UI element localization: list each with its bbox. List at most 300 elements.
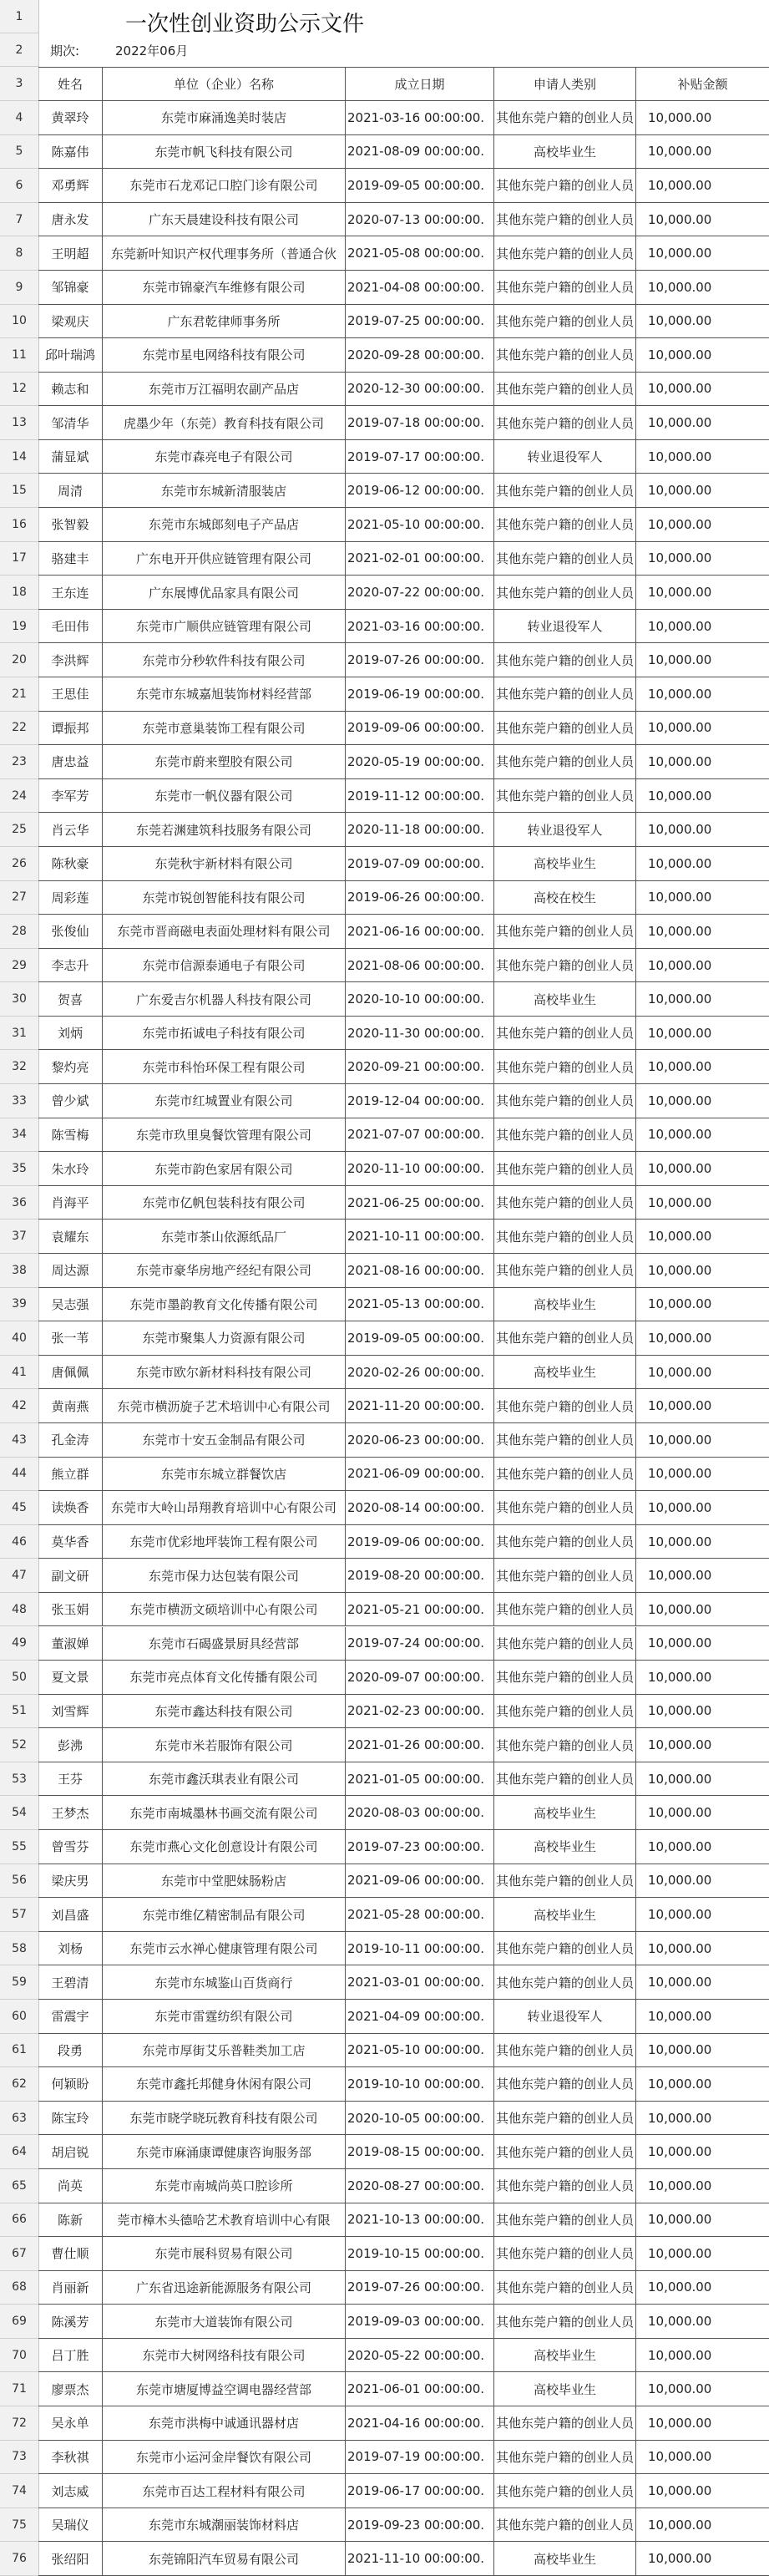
row-number[interactable]: 35 [0, 1152, 38, 1186]
cell-subsidy-amount[interactable]: 10,000.00 [636, 373, 769, 407]
cell-established-date[interactable]: 2021-05-21 00:00:00. [346, 1593, 494, 1627]
cell-applicant-category[interactable]: 高校在校生 [494, 881, 636, 915]
cell-applicant-category[interactable]: 其他东莞户籍的创业人员 [494, 1525, 636, 1559]
cell-established-date[interactable]: 2021-10-11 00:00:00. [346, 1220, 494, 1254]
cell-company[interactable]: 东莞市东城嘉旭装饰材料经营部 [103, 677, 346, 712]
cell-company[interactable]: 广东君乾律师事务所 [103, 305, 346, 339]
row-number[interactable]: 42 [0, 1389, 38, 1423]
cell-established-date[interactable]: 2021-06-01 00:00:00. [346, 2372, 494, 2406]
cell-established-date[interactable]: 2021-06-16 00:00:00. [346, 915, 494, 949]
row-number[interactable]: 73 [0, 2441, 38, 2475]
cell-established-date[interactable]: 2021-06-09 00:00:00. [346, 1458, 494, 1492]
cell-name[interactable]: 陈新 [38, 2203, 103, 2238]
row-number[interactable]: 44 [0, 1458, 38, 1492]
cell-established-date[interactable]: 2021-08-09 00:00:00. [346, 135, 494, 170]
cell-subsidy-amount[interactable]: 10,000.00 [636, 1627, 769, 1661]
cell-company[interactable]: 东莞市大道装饰有限公司 [103, 2305, 346, 2339]
cell-subsidy-amount[interactable]: 10,000.00 [636, 1796, 769, 1830]
cell-subsidy-amount[interactable]: 10,000.00 [636, 2034, 769, 2068]
row-number[interactable]: 26 [0, 847, 38, 881]
cell-established-date[interactable]: 2021-08-06 00:00:00. [346, 949, 494, 983]
cell-subsidy-amount[interactable]: 10,000.00 [636, 881, 769, 915]
cell-established-date[interactable]: 2021-01-26 00:00:00. [346, 1728, 494, 1762]
cell-company[interactable]: 东莞市晋商磁电表面处理材料有限公司 [103, 915, 346, 949]
cell-established-date[interactable]: 2021-06-25 00:00:00. [346, 1186, 494, 1220]
cell-applicant-category[interactable]: 其他东莞户籍的创业人员 [494, 236, 636, 271]
row-number[interactable]: 33 [0, 1084, 38, 1118]
cell-established-date[interactable]: 2020-09-28 00:00:00. [346, 338, 494, 373]
cell-subsidy-amount[interactable]: 10,000.00 [636, 643, 769, 677]
row-number[interactable]: 18 [0, 576, 38, 610]
cell-subsidy-amount[interactable]: 10,000.00 [636, 1593, 769, 1627]
cell-subsidy-amount[interactable]: 10,000.00 [636, 1254, 769, 1288]
cell-applicant-category[interactable]: 其他东莞户籍的创业人员 [494, 101, 636, 135]
cell-subsidy-amount[interactable]: 10,000.00 [636, 1321, 769, 1356]
cell-company[interactable]: 东莞市意巢装饰工程有限公司 [103, 712, 346, 746]
cell-name[interactable]: 肖云华 [38, 813, 103, 847]
cell-company[interactable]: 广东展博优品家具有限公司 [103, 576, 346, 610]
cell-name[interactable]: 吴志强 [38, 1288, 103, 1322]
cell-name[interactable]: 何颖盼 [38, 2067, 103, 2102]
cell-applicant-category[interactable]: 其他东莞户籍的创业人员 [494, 1661, 636, 1695]
cell-subsidy-amount[interactable]: 10,000.00 [636, 2372, 769, 2406]
cell-company[interactable]: 虎墨少年（东莞）教育科技有限公司 [103, 406, 346, 440]
cell-applicant-category[interactable]: 其他东莞户籍的创业人员 [494, 1965, 636, 2000]
cell-applicant-category[interactable]: 其他东莞户籍的创业人员 [494, 915, 636, 949]
cell-name[interactable]: 王明超 [38, 236, 103, 271]
cell-name[interactable]: 李洪辉 [38, 643, 103, 677]
row-number[interactable]: 28 [0, 915, 38, 949]
row-number[interactable]: 15 [0, 474, 38, 508]
cell-name[interactable]: 周达源 [38, 1254, 103, 1288]
row-number[interactable]: 56 [0, 1864, 38, 1899]
cell-name[interactable]: 孔金涛 [38, 1423, 103, 1458]
cell-established-date[interactable]: 2019-07-26 00:00:00. [346, 2271, 494, 2305]
cell-established-date[interactable]: 2019-06-19 00:00:00. [346, 677, 494, 712]
cell-subsidy-amount[interactable]: 10,000.00 [636, 677, 769, 712]
row-number[interactable]: 23 [0, 745, 38, 779]
cell-established-date[interactable]: 2020-09-21 00:00:00. [346, 1050, 494, 1084]
cell-applicant-category[interactable]: 其他东莞户籍的创业人员 [494, 1220, 636, 1254]
cell-applicant-category[interactable]: 其他东莞户籍的创业人员 [494, 1017, 636, 1051]
cell-established-date[interactable]: 2021-05-13 00:00:00. [346, 1288, 494, 1322]
cell-subsidy-amount[interactable]: 10,000.00 [636, 406, 769, 440]
cell-name[interactable]: 毛田伟 [38, 610, 103, 644]
row-number[interactable]: 22 [0, 712, 38, 746]
cell-name[interactable]: 唐忠益 [38, 745, 103, 779]
cell-subsidy-amount[interactable]: 10,000.00 [636, 712, 769, 746]
cell-company[interactable]: 东莞市十安五金制品有限公司 [103, 1423, 346, 1458]
row-number[interactable]: 62 [0, 2067, 38, 2102]
cell-subsidy-amount[interactable]: 10,000.00 [636, 779, 769, 814]
cell-established-date[interactable]: 2020-02-26 00:00:00. [346, 1356, 494, 1390]
cell-subsidy-amount[interactable]: 10,000.00 [636, 474, 769, 508]
cell-subsidy-amount[interactable]: 10,000.00 [636, 2474, 769, 2508]
cell-applicant-category[interactable]: 其他东莞户籍的创业人员 [494, 576, 636, 610]
row-number[interactable]: 59 [0, 1965, 38, 2000]
cell-company[interactable]: 广东省迅途新能源服务有限公司 [103, 2271, 346, 2305]
cell-name[interactable]: 胡启锐 [38, 2135, 103, 2169]
cell-established-date[interactable]: 2019-08-20 00:00:00. [346, 1559, 494, 1593]
cell-company[interactable]: 东莞市东城鉴山百货商行 [103, 1965, 346, 2000]
row-number[interactable]: 72 [0, 2406, 38, 2441]
cell-company[interactable]: 东莞市麻涌康谭健康咨询服务部 [103, 2135, 346, 2169]
cell-applicant-category[interactable]: 高校毕业生 [494, 847, 636, 881]
cell-name[interactable]: 袁耀东 [38, 1220, 103, 1254]
cell-established-date[interactable]: 2021-05-10 00:00:00. [346, 508, 494, 542]
cell-company[interactable]: 东莞市横沥文硕培训中心有限公司 [103, 1593, 346, 1627]
row-number[interactable]: 20 [0, 643, 38, 677]
cell-name[interactable]: 张一苇 [38, 1321, 103, 1356]
row-number[interactable]: 21 [0, 677, 38, 712]
cell-subsidy-amount[interactable]: 10,000.00 [636, 1458, 769, 1492]
row-number[interactable]: 69 [0, 2305, 38, 2339]
cell-name[interactable]: 赖志和 [38, 373, 103, 407]
cell-subsidy-amount[interactable]: 10,000.00 [636, 135, 769, 170]
cell-applicant-category[interactable]: 其他东莞户籍的创业人员 [494, 542, 636, 576]
cell-applicant-category[interactable]: 其他东莞户籍的创业人员 [494, 1695, 636, 1729]
cell-name[interactable]: 邹清华 [38, 406, 103, 440]
cell-name[interactable]: 王芬 [38, 1762, 103, 1797]
cell-established-date[interactable]: 2019-07-23 00:00:00. [346, 1830, 494, 1864]
cell-name[interactable]: 肖海平 [38, 1186, 103, 1220]
cell-company[interactable]: 东莞市石碣盛景厨具经营部 [103, 1627, 346, 1661]
cell-subsidy-amount[interactable]: 10,000.00 [636, 440, 769, 474]
row-number[interactable]: 61 [0, 2034, 38, 2068]
cell-established-date[interactable]: 2019-09-06 00:00:00. [346, 1525, 494, 1559]
cell-name[interactable]: 陈雪梅 [38, 1118, 103, 1153]
row-number[interactable]: 7 [0, 203, 38, 237]
cell-company[interactable]: 广东电开开供应链管理有限公司 [103, 542, 346, 576]
cell-applicant-category[interactable]: 其他东莞户籍的创业人员 [494, 643, 636, 677]
cell-company[interactable]: 东莞市大岭山昂翔教育培训中心有限公司 [103, 1491, 346, 1525]
cell-established-date[interactable]: 2020-06-23 00:00:00. [346, 1423, 494, 1458]
row-number[interactable]: 37 [0, 1220, 38, 1254]
cell-established-date[interactable]: 2019-08-15 00:00:00. [346, 2135, 494, 2169]
cell-applicant-category[interactable]: 其他东莞户籍的创业人员 [494, 2271, 636, 2305]
cell-company[interactable]: 东莞市云水禅心健康管理有限公司 [103, 1932, 346, 1966]
row-number[interactable]: 39 [0, 1288, 38, 1322]
cell-applicant-category[interactable]: 其他东莞户籍的创业人员 [494, 2237, 636, 2271]
row-number[interactable]: 58 [0, 1932, 38, 1966]
row-number[interactable]: 57 [0, 1898, 38, 1932]
cell-name[interactable]: 谭振邦 [38, 712, 103, 746]
cell-subsidy-amount[interactable]: 10,000.00 [636, 813, 769, 847]
cell-established-date[interactable]: 2021-04-08 00:00:00. [346, 271, 494, 305]
cell-company[interactable]: 东莞市信源泰通电子有限公司 [103, 949, 346, 983]
cell-name[interactable]: 陈秋豪 [38, 847, 103, 881]
cell-applicant-category[interactable]: 其他东莞户籍的创业人员 [494, 1559, 636, 1593]
cell-established-date[interactable]: 2020-08-14 00:00:00. [346, 1491, 494, 1525]
cell-company[interactable]: 东莞市豪华房地产经纪有限公司 [103, 1254, 346, 1288]
row-number[interactable]: 6 [0, 169, 38, 203]
cell-name[interactable]: 刘昌盛 [38, 1898, 103, 1932]
cell-name[interactable]: 蒲显斌 [38, 440, 103, 474]
cell-name[interactable]: 彭沸 [38, 1728, 103, 1762]
cell-established-date[interactable]: 2019-06-17 00:00:00. [346, 2474, 494, 2508]
cell-applicant-category[interactable]: 其他东莞户籍的创业人员 [494, 1593, 636, 1627]
cell-established-date[interactable]: 2021-11-20 00:00:00. [346, 1389, 494, 1423]
row-number[interactable]: 38 [0, 1254, 38, 1288]
cell-established-date[interactable]: 2019-09-05 00:00:00. [346, 1321, 494, 1356]
cell-company[interactable]: 东莞市韵色家居有限公司 [103, 1152, 346, 1186]
cell-established-date[interactable]: 2019-12-04 00:00:00. [346, 1084, 494, 1118]
cell-applicant-category[interactable]: 高校毕业生 [494, 982, 636, 1017]
cell-established-date[interactable]: 2021-08-16 00:00:00. [346, 1254, 494, 1288]
cell-name[interactable]: 曾雪芬 [38, 1830, 103, 1864]
cell-subsidy-amount[interactable]: 10,000.00 [636, 2135, 769, 2169]
cell-established-date[interactable]: 2019-07-17 00:00:00. [346, 440, 494, 474]
cell-company[interactable]: 东莞市鑫托邦健身休闲有限公司 [103, 2067, 346, 2102]
cell-name[interactable]: 王东连 [38, 576, 103, 610]
cell-subsidy-amount[interactable]: 10,000.00 [636, 2441, 769, 2475]
row-number[interactable]: 45 [0, 1491, 38, 1525]
row-number[interactable]: 24 [0, 779, 38, 814]
cell-name[interactable]: 李志升 [38, 949, 103, 983]
cell-company[interactable]: 东莞市南城墨林书画交流有限公司 [103, 1796, 346, 1830]
row-number[interactable]: 67 [0, 2237, 38, 2271]
cell-established-date[interactable]: 2021-07-07 00:00:00. [346, 1118, 494, 1153]
cell-subsidy-amount[interactable]: 10,000.00 [636, 2000, 769, 2034]
cell-applicant-category[interactable]: 高校毕业生 [494, 135, 636, 170]
cell-applicant-category[interactable]: 其他东莞户籍的创业人员 [494, 2305, 636, 2339]
cell-subsidy-amount[interactable]: 10,000.00 [636, 982, 769, 1017]
cell-company[interactable]: 东莞市南城尚英口腔诊所 [103, 2169, 346, 2203]
cell-company[interactable]: 广东爱吉尔机器人科技有限公司 [103, 982, 346, 1017]
cell-applicant-category[interactable]: 转业退役军人 [494, 440, 636, 474]
cell-applicant-category[interactable]: 其他东莞户籍的创业人员 [494, 305, 636, 339]
cell-subsidy-amount[interactable]: 10,000.00 [636, 1288, 769, 1322]
cell-company[interactable]: 东莞市洪梅中诚通讯器材店 [103, 2406, 346, 2441]
cell-established-date[interactable]: 2021-03-01 00:00:00. [346, 1965, 494, 2000]
row-number[interactable]: 19 [0, 610, 38, 644]
cell-applicant-category[interactable]: 其他东莞户籍的创业人员 [494, 1118, 636, 1153]
cell-subsidy-amount[interactable]: 10,000.00 [636, 1491, 769, 1525]
cell-subsidy-amount[interactable]: 10,000.00 [636, 2305, 769, 2339]
cell-name[interactable]: 陈溪芳 [38, 2305, 103, 2339]
cell-applicant-category[interactable]: 其他东莞户籍的创业人员 [494, 1423, 636, 1458]
cell-name[interactable]: 黎灼亮 [38, 1050, 103, 1084]
cell-established-date[interactable]: 2019-06-26 00:00:00. [346, 881, 494, 915]
cell-applicant-category[interactable]: 其他东莞户籍的创业人员 [494, 779, 636, 814]
cell-subsidy-amount[interactable]: 10,000.00 [636, 1695, 769, 1729]
cell-applicant-category[interactable]: 高校毕业生 [494, 2372, 636, 2406]
cell-subsidy-amount[interactable]: 10,000.00 [636, 2339, 769, 2373]
row-number[interactable]: 16 [0, 508, 38, 542]
row-number[interactable]: 51 [0, 1695, 38, 1729]
cell-established-date[interactable]: 2020-07-22 00:00:00. [346, 576, 494, 610]
row-number[interactable]: 66 [0, 2203, 38, 2238]
cell-company[interactable]: 东莞市欧尔新材料科技有限公司 [103, 1356, 346, 1390]
cell-established-date[interactable]: 2019-07-26 00:00:00. [346, 643, 494, 677]
cell-subsidy-amount[interactable]: 10,000.00 [636, 1728, 769, 1762]
cell-name[interactable]: 熊立群 [38, 1458, 103, 1492]
row-number[interactable]: 8 [0, 236, 38, 271]
cell-company[interactable]: 东莞市中堂肥妹肠粉店 [103, 1864, 346, 1899]
cell-subsidy-amount[interactable]: 10,000.00 [636, 2508, 769, 2543]
cell-name[interactable]: 副文研 [38, 1559, 103, 1593]
cell-established-date[interactable]: 2019-06-12 00:00:00. [346, 474, 494, 508]
cell-company[interactable]: 东莞市石龙邓记口腔门诊有限公司 [103, 169, 346, 203]
row-number[interactable]: 4 [0, 101, 38, 135]
cell-established-date[interactable]: 2020-12-30 00:00:00. [346, 373, 494, 407]
cell-subsidy-amount[interactable]: 10,000.00 [636, 2406, 769, 2441]
cell-applicant-category[interactable]: 其他东莞户籍的创业人员 [494, 1932, 636, 1966]
cell-name[interactable]: 周清 [38, 474, 103, 508]
cell-applicant-category[interactable]: 高校毕业生 [494, 1356, 636, 1390]
cell-subsidy-amount[interactable]: 10,000.00 [636, 576, 769, 610]
cell-name[interactable]: 李秋祺 [38, 2441, 103, 2475]
cell-established-date[interactable]: 2019-10-11 00:00:00. [346, 1932, 494, 1966]
cell-applicant-category[interactable]: 转业退役军人 [494, 813, 636, 847]
cell-established-date[interactable]: 2021-05-10 00:00:00. [346, 2034, 494, 2068]
cell-applicant-category[interactable]: 转业退役军人 [494, 610, 636, 644]
cell-company[interactable]: 东莞市茶山依源纸品厂 [103, 1220, 346, 1254]
cell-company[interactable]: 东莞市东城新清服装店 [103, 474, 346, 508]
cell-name[interactable]: 肖丽新 [38, 2271, 103, 2305]
cell-established-date[interactable]: 2019-09-06 00:00:00. [346, 712, 494, 746]
cell-company[interactable]: 东莞市锦豪汽车维修有限公司 [103, 271, 346, 305]
cell-established-date[interactable]: 2021-03-16 00:00:00. [346, 610, 494, 644]
cell-applicant-category[interactable]: 其他东莞户籍的创业人员 [494, 2034, 636, 2068]
cell-name[interactable]: 贺喜 [38, 982, 103, 1017]
cell-established-date[interactable]: 2019-07-24 00:00:00. [346, 1627, 494, 1661]
cell-company[interactable]: 东莞市东城立群餐饮店 [103, 1458, 346, 1492]
cell-applicant-category[interactable]: 其他东莞户籍的创业人员 [494, 2135, 636, 2169]
cell-established-date[interactable]: 2020-07-13 00:00:00. [346, 203, 494, 237]
cell-established-date[interactable]: 2019-11-12 00:00:00. [346, 779, 494, 814]
row-number[interactable]: 31 [0, 1017, 38, 1051]
cell-established-date[interactable]: 2021-04-09 00:00:00. [346, 2000, 494, 2034]
cell-subsidy-amount[interactable]: 10,000.00 [636, 1559, 769, 1593]
cell-applicant-category[interactable]: 其他东莞户籍的创业人员 [494, 2508, 636, 2543]
cell-company[interactable]: 东莞市红城置业有限公司 [103, 1084, 346, 1118]
row-number[interactable]: 1 [0, 0, 38, 33]
cell-established-date[interactable]: 2021-05-28 00:00:00. [346, 1898, 494, 1932]
cell-applicant-category[interactable]: 其他东莞户籍的创业人员 [494, 2067, 636, 2102]
cell-subsidy-amount[interactable]: 10,000.00 [636, 1050, 769, 1084]
cell-applicant-category[interactable]: 高校毕业生 [494, 1288, 636, 1322]
cell-applicant-category[interactable]: 其他东莞户籍的创业人员 [494, 1491, 636, 1525]
cell-company[interactable]: 东莞市东城潮丽装饰材料店 [103, 2508, 346, 2543]
cell-established-date[interactable]: 2019-09-23 00:00:00. [346, 2508, 494, 2543]
cell-established-date[interactable]: 2019-10-10 00:00:00. [346, 2067, 494, 2102]
cell-company[interactable]: 东莞市横沥旋子艺术培训中心有限公司 [103, 1389, 346, 1423]
cell-name[interactable]: 梁观庆 [38, 305, 103, 339]
cell-applicant-category[interactable]: 其他东莞户籍的创业人员 [494, 1864, 636, 1899]
cell-subsidy-amount[interactable]: 10,000.00 [636, 1389, 769, 1423]
cell-company[interactable]: 东莞市森亮电子有限公司 [103, 440, 346, 474]
cell-name[interactable]: 邹锦豪 [38, 271, 103, 305]
cell-established-date[interactable]: 2021-10-13 00:00:00. [346, 2203, 494, 2238]
cell-established-date[interactable]: 2021-09-06 00:00:00. [346, 1864, 494, 1899]
cell-subsidy-amount[interactable]: 10,000.00 [636, 542, 769, 576]
cell-applicant-category[interactable]: 其他东莞户籍的创业人员 [494, 2169, 636, 2203]
row-number[interactable]: 65 [0, 2169, 38, 2203]
cell-subsidy-amount[interactable]: 10,000.00 [636, 1932, 769, 1966]
cell-applicant-category[interactable]: 其他东莞户籍的创业人员 [494, 406, 636, 440]
row-number[interactable]: 55 [0, 1830, 38, 1864]
row-number[interactable]: 25 [0, 813, 38, 847]
row-number[interactable]: 9 [0, 271, 38, 305]
cell-name[interactable]: 陈嘉伟 [38, 135, 103, 170]
cell-company[interactable]: 东莞若渊建筑科技服务有限公司 [103, 813, 346, 847]
cell-applicant-category[interactable]: 其他东莞户籍的创业人员 [494, 1321, 636, 1356]
cell-subsidy-amount[interactable]: 10,000.00 [636, 1661, 769, 1695]
cell-company[interactable]: 东莞市墨韵教育文化传播有限公司 [103, 1288, 346, 1322]
cell-name[interactable]: 夏文景 [38, 1661, 103, 1695]
cell-established-date[interactable]: 2020-10-10 00:00:00. [346, 982, 494, 1017]
cell-name[interactable]: 朱水玲 [38, 1152, 103, 1186]
row-number[interactable]: 12 [0, 373, 38, 407]
cell-subsidy-amount[interactable]: 10,000.00 [636, 1084, 769, 1118]
cell-applicant-category[interactable]: 其他东莞户籍的创业人员 [494, 745, 636, 779]
cell-name[interactable]: 刘雪辉 [38, 1695, 103, 1729]
cell-subsidy-amount[interactable]: 10,000.00 [636, 915, 769, 949]
cell-subsidy-amount[interactable]: 10,000.00 [636, 1864, 769, 1899]
cell-subsidy-amount[interactable]: 10,000.00 [636, 2542, 769, 2576]
cell-company[interactable]: 东莞锦阳汽车贸易有限公司 [103, 2542, 346, 2576]
cell-subsidy-amount[interactable]: 10,000.00 [636, 1152, 769, 1186]
row-number[interactable]: 76 [0, 2542, 38, 2576]
row-number[interactable]: 47 [0, 1559, 38, 1593]
cell-established-date[interactable]: 2021-01-05 00:00:00. [346, 1762, 494, 1797]
cell-subsidy-amount[interactable]: 10,000.00 [636, 1423, 769, 1458]
cell-name[interactable]: 骆建丰 [38, 542, 103, 576]
cell-company[interactable]: 东莞市亮点体育文化传播有限公司 [103, 1661, 346, 1695]
row-number[interactable]: 71 [0, 2372, 38, 2406]
cell-subsidy-amount[interactable]: 10,000.00 [636, 508, 769, 542]
cell-subsidy-amount[interactable]: 10,000.00 [636, 2102, 769, 2136]
cell-applicant-category[interactable]: 高校毕业生 [494, 1796, 636, 1830]
cell-name[interactable]: 梁庆男 [38, 1864, 103, 1899]
row-number[interactable]: 53 [0, 1762, 38, 1797]
row-number[interactable]: 5 [0, 135, 38, 170]
cell-name[interactable]: 陈宝玲 [38, 2102, 103, 2136]
cell-name[interactable]: 曹仕顺 [38, 2237, 103, 2271]
cell-name[interactable]: 刘炳 [38, 1017, 103, 1051]
row-number[interactable]: 11 [0, 338, 38, 373]
cell-applicant-category[interactable]: 高校毕业生 [494, 1898, 636, 1932]
cell-name[interactable]: 雷震宇 [38, 2000, 103, 2034]
row-number[interactable]: 17 [0, 542, 38, 576]
row-number[interactable]: 10 [0, 305, 38, 339]
cell-company[interactable]: 东莞市亿帆包装科技有限公司 [103, 1186, 346, 1220]
cell-established-date[interactable]: 2021-02-01 00:00:00. [346, 542, 494, 576]
cell-company[interactable]: 东莞市锐创智能科技有限公司 [103, 881, 346, 915]
cell-company[interactable]: 东莞市星电网络科技有限公司 [103, 338, 346, 373]
cell-name[interactable]: 邱叶瑞鸿 [38, 338, 103, 373]
cell-subsidy-amount[interactable]: 10,000.00 [636, 610, 769, 644]
row-number[interactable]: 49 [0, 1627, 38, 1661]
cell-subsidy-amount[interactable]: 10,000.00 [636, 1525, 769, 1559]
cell-subsidy-amount[interactable]: 10,000.00 [636, 101, 769, 135]
cell-established-date[interactable]: 2020-11-10 00:00:00. [346, 1152, 494, 1186]
cell-company[interactable]: 东莞市拓诚电子科技有限公司 [103, 1017, 346, 1051]
cell-applicant-category[interactable]: 高校毕业生 [494, 1830, 636, 1864]
row-number[interactable]: 43 [0, 1423, 38, 1458]
row-number[interactable]: 48 [0, 1593, 38, 1627]
cell-name[interactable]: 莫华香 [38, 1525, 103, 1559]
cell-name[interactable]: 黄翠玲 [38, 101, 103, 135]
cell-applicant-category[interactable]: 其他东莞户籍的创业人员 [494, 271, 636, 305]
cell-applicant-category[interactable]: 其他东莞户籍的创业人员 [494, 1458, 636, 1492]
cell-established-date[interactable]: 2020-11-18 00:00:00. [346, 813, 494, 847]
cell-company[interactable]: 东莞市广顺供应链管理有限公司 [103, 610, 346, 644]
cell-applicant-category[interactable]: 其他东莞户籍的创业人员 [494, 1254, 636, 1288]
cell-name[interactable]: 张智毅 [38, 508, 103, 542]
row-number[interactable]: 70 [0, 2339, 38, 2373]
